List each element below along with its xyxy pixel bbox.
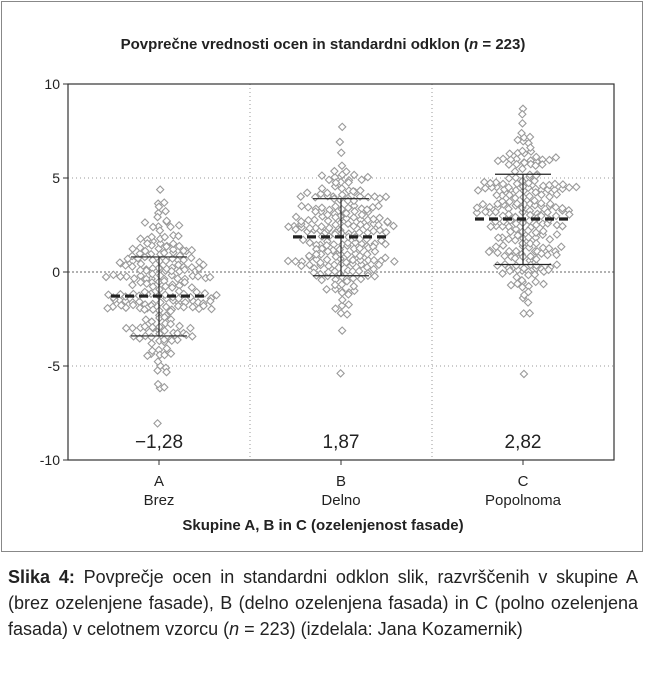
data-point [482,185,489,192]
data-point [137,235,144,242]
mean-label: 1,87 [322,432,360,453]
data-point [313,251,320,258]
data-point [365,194,372,201]
category-name: Popolnoma [485,492,561,509]
data-point [494,262,501,269]
data-point [344,251,351,258]
data-point [350,214,357,221]
caption-text-2: = 223) (izdelala: Jana Kozamernik) [239,619,523,639]
y-tick-label: 5 [52,170,60,186]
data-point [370,257,377,264]
data-point [188,264,195,271]
data-point [148,333,155,340]
data-point [499,270,506,277]
data-point [487,223,494,230]
data-point [332,305,339,312]
data-point [371,273,378,280]
data-point [339,296,346,303]
data-point [338,149,345,156]
caption-lead: Slika 4: [8,567,75,587]
data-point [157,186,164,193]
chart-title: Povprečne vrednosti ocen in standardni odklon (n = 223) [120,36,526,53]
category-letter: A [153,473,165,490]
data-point [129,281,136,288]
data-point [492,243,499,250]
y-tick-label: -10 [39,452,60,468]
data-point [364,251,371,258]
data-point [141,219,148,226]
data-point [506,150,513,157]
chart-title-text: Povprečne vrednosti ocen in standardni odklon [120,36,460,53]
data-point [102,273,109,280]
data-point [375,202,382,209]
data-point [123,325,130,332]
data-point [526,133,533,140]
data-point [505,236,512,243]
data-point [175,232,182,239]
data-point [370,215,377,222]
data-point [189,303,196,310]
caption-n: n [229,619,240,639]
data-point [338,162,345,169]
dot-plot-chart [2,2,644,553]
data-point [382,193,389,200]
data-point [336,138,343,145]
data-point [546,193,553,200]
data-point [512,174,519,181]
category-name: Delno [321,492,361,509]
data-point [532,278,539,285]
data-point [520,370,527,377]
y-tick-label: 0 [52,264,60,280]
data-point [500,242,507,249]
data-point [305,204,312,211]
data-point [161,199,168,206]
data-point [351,171,358,178]
data-point [323,286,330,293]
data-point [540,280,547,287]
data-point [188,254,195,261]
data-point [292,258,299,265]
data-point [208,305,215,312]
data-point [154,420,161,427]
data-point [194,273,201,280]
data-point [505,175,512,182]
data-point [344,311,351,318]
data-point [524,299,531,306]
data-point [117,273,124,280]
data-point [292,213,299,220]
data-point [546,236,553,243]
data-point [573,183,580,190]
data-point [532,229,539,236]
data-point [285,257,292,264]
data-point [337,370,344,377]
data-point [513,161,520,168]
data-point [551,180,558,187]
data-point [304,189,311,196]
category-letter: C [517,473,529,490]
data-point [481,178,488,185]
category-name: Brez [143,492,175,509]
data-point [149,223,156,230]
data-point [331,261,338,268]
mean-label: −1,28 [134,432,184,453]
data-point [129,245,136,252]
y-tick-label: 10 [44,76,60,92]
data-point [519,120,526,127]
data-point [331,168,338,175]
data-point [544,251,551,258]
data-point [285,223,292,230]
data-point [298,203,305,210]
data-point [474,187,481,194]
data-point [129,263,136,270]
data-point [553,231,560,238]
data-point [110,271,117,278]
data-point [519,111,526,118]
data-point [318,276,325,283]
data-point [351,208,358,215]
data-point [533,240,540,247]
data-point [148,340,155,347]
data-point [176,322,183,329]
data-point [176,222,183,229]
data-point [305,217,312,224]
data-point [390,222,397,229]
data-point [545,245,552,252]
data-point [345,301,352,308]
data-point [559,223,566,230]
data-point [493,192,500,199]
data-point [391,258,398,265]
data-point [558,243,565,250]
data-point [376,214,383,221]
data-point [297,193,304,200]
data-point [338,185,345,192]
data-point [339,123,346,130]
data-point [188,247,195,254]
mean-label: 2,82 [504,432,542,453]
caption-text-1: Povprečje ocen in standardni odklon slik, razvrščenih v skupine A (brez ozelenjene fasade), B (delno ozelenjena fasada) in C (polno ozelenjena fasada) v celotnem vzorcu ( [8,567,638,639]
data-point [507,282,514,289]
figure-caption [8,564,638,642]
figure-frame [1,1,643,552]
y-tick-label: -5 [47,358,60,374]
category-letter: B [335,473,347,490]
data-point [187,325,194,332]
data-point [339,327,346,334]
x-axis-label: Skupine A, B in C (ozelenjenost fasade) [182,517,464,534]
chart-title-n: n [469,36,479,53]
data-point [494,249,501,256]
chart-title-n-value: = 223 [482,36,521,53]
data-point [357,275,364,282]
data-point [189,333,196,340]
data-point [162,208,169,215]
data-point [526,310,533,317]
data-point [337,310,344,317]
data-point [323,256,330,263]
data-point [157,299,164,306]
